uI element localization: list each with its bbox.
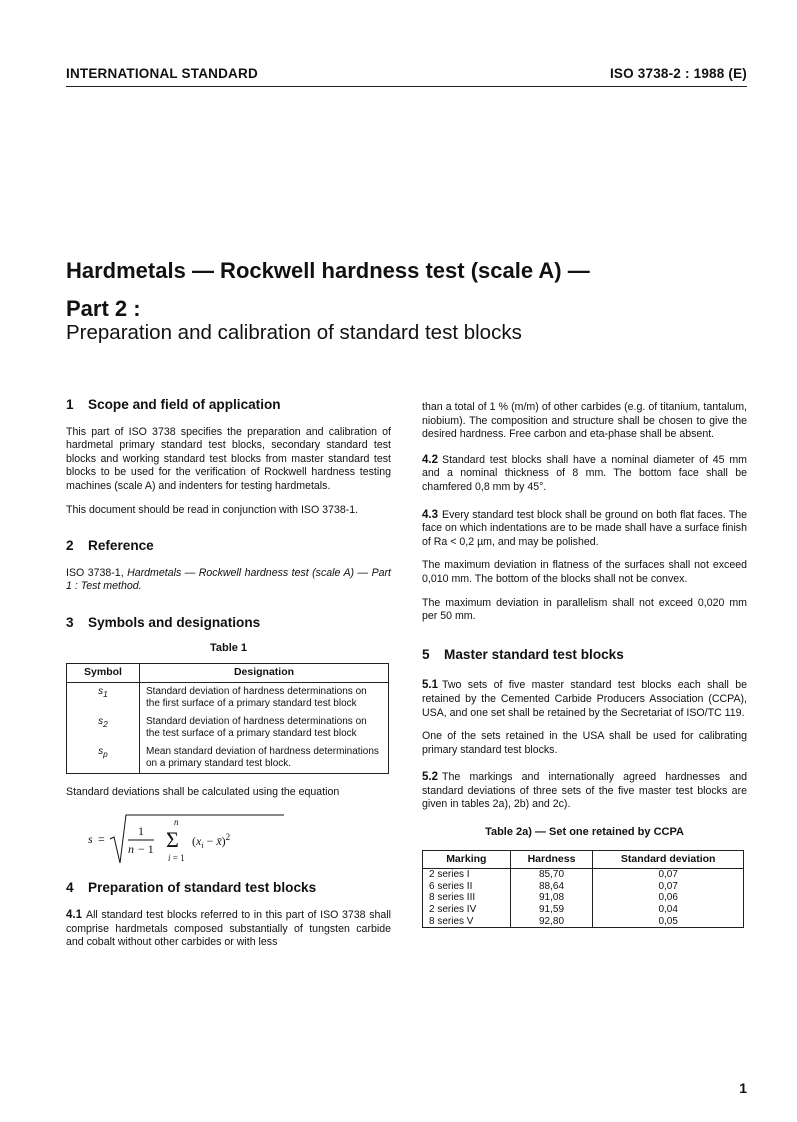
- svg-text:s: s: [88, 832, 93, 847]
- symbol-cell: $s_1$: [67, 682, 140, 713]
- hardness-cell: 91,59: [510, 904, 593, 916]
- svg-text:(xi − x̄)2: ($x_i$ − x̄)$^2$: [192, 832, 231, 851]
- left-column: [66, 398, 391, 960]
- equation-intro: Standard deviations shall be calculated using the equation: [66, 785, 340, 798]
- designation-cell: Standard deviation of hardness determinations on the first surface of a primary standard test block: [140, 682, 389, 713]
- document-title: Hardmetals — Rockwell hardness test (scale A) —: [66, 258, 590, 283]
- marking-cell: 2 series I: [423, 869, 511, 881]
- table-row: [423, 892, 744, 904]
- svg-text:Σ: Σ: [166, 827, 179, 853]
- section-4-heading: 4 Preparation of standard test blocks: [66, 880, 317, 896]
- clause-5-2: 5.2 The markings and internationally agreed hardnesses and standard deviations of three sets of the five master test blocks are given in tables 2a), 2b) and 2c).: [422, 771, 747, 811]
- svg-text:n: n: [128, 842, 134, 857]
- table-2a-caption: Table 2a) — Set one retained by CCPA: [485, 826, 684, 839]
- table-1-caption: Table 1: [209, 641, 248, 654]
- reference-paragraph: ISO 3738-1, Hardmetals — Rockwell hardness test (scale A) — Part 1 : Test method.: [66, 566, 391, 593]
- svg-text:n: n: [174, 817, 179, 828]
- table-row: [67, 682, 389, 713]
- symbols-table: [66, 663, 389, 774]
- table-row: [67, 713, 389, 743]
- table-header: Symbol: [67, 664, 140, 683]
- clause-4-1: 4.1 All standard test blocks referred to in this part of ISO 3738 shall comprise hardmetals composed substantially of tungsten carbide and cobalt without other carbides or with less: [66, 908, 391, 949]
- scope-paragraph: This part of ISO 3738 specifies the preparation and calibration of hardmetal primary standard test blocks, secondary standard test blocks and working standard test blocks from master standard test blocks to be used for the verification of Rockwell hardness testing machines (scale A) and indenters for testing hardmetals.: [66, 425, 391, 492]
- hardness-cell: 85,70: [510, 869, 593, 881]
- table-row: [423, 869, 744, 881]
- clause-4-1-continued: than a total of 1 % (m/m) of other carbides (e.g. of titanium, tantalum, niobium). The composition and structure shall be chosen to give the desired hardness. Free carbon and eta-phase shall be absent.: [422, 401, 747, 441]
- running-header-left: INTERNATIONAL STANDARD: [66, 66, 258, 81]
- marking-cell: 6 series II: [423, 881, 511, 893]
- scope-note: This document should be read in conjunction with ISO 3738-1.: [66, 503, 359, 516]
- table-row: [423, 881, 744, 893]
- section-5-heading: 5 Master standard test blocks: [422, 646, 624, 662]
- sd-cell: 0,05: [593, 916, 744, 928]
- document-subtitle: Preparation and calibration of standard test blocks: [66, 321, 522, 344]
- designation-cell: Standard deviation of hardness determinations on the test surface of a primary standard test block: [140, 713, 389, 743]
- designation-cell: Mean standard deviation of hardness determinations on a primary standard test block.: [140, 743, 389, 774]
- right-column: [422, 401, 747, 928]
- table-header: Hardness: [510, 850, 593, 869]
- sd-cell: 0,04: [593, 904, 744, 916]
- marking-cell: 8 series III: [423, 892, 511, 904]
- clause-4-3: 4.3 Every standard test block shall be ground on both flat faces. The face on which indentations are to be made shall have a surface finish of Ra < 0,2 µm, and may be polished.: [422, 508, 747, 548]
- sd-cell: 0,06: [593, 892, 744, 904]
- svg-text:i = 1: i = 1: [168, 853, 185, 864]
- clause-4-3-parallelism: The maximum deviation in parallelism shall not exceed 0,020 mm per 50 mm.: [422, 596, 747, 623]
- table-row: [423, 904, 744, 916]
- clause-5-1-usage: One of the sets retained in the USA shall be used for calibrating primary standard test blocks.: [422, 730, 747, 756]
- document-part: Part 2 :: [66, 296, 141, 321]
- hardness-cell: 88,64: [510, 881, 593, 893]
- sd-cell: 0,07: [593, 881, 744, 893]
- clause-4-2: 4.2 Standard test blocks shall have a nominal diameter of 45 mm and a nominal thickness of 8 mm. The bottom face shall be chamfered 0,8 mm by 45°.: [422, 453, 747, 493]
- section-1-heading: 1 Scope and field of application: [66, 397, 281, 412]
- table-row: [67, 743, 389, 774]
- running-header-right: ISO 3738-2 : 1988 (E): [609, 66, 747, 81]
- marking-cell: 8 series V: [423, 916, 511, 928]
- svg-text:1: 1: [138, 824, 144, 839]
- symbol-cell: $s_p$: [67, 743, 140, 774]
- symbol-cell: $s_2$: [67, 713, 140, 743]
- page-number: 1: [739, 1080, 747, 1096]
- table-row: [423, 916, 744, 928]
- marking-cell: 2 series IV: [423, 904, 511, 916]
- table-header: Designation: [140, 664, 389, 683]
- section-2-heading: 2 Reference: [66, 538, 154, 554]
- table-header: Standard deviation: [593, 850, 744, 869]
- master-blocks-table: [422, 850, 744, 929]
- clause-5-1: 5.1 Two sets of five master standard test blocks each shall be retained by the Cemented Carbide Producers Association (CCPA), USA, and one set shall be retained by the Secretariat of ISO/TC 119.: [422, 679, 747, 719]
- table-header: Marking: [423, 850, 511, 869]
- svg-text:=: =: [98, 832, 105, 847]
- section-3-heading: 3 Symbols and designations: [66, 614, 261, 630]
- sd-cell: 0,07: [593, 869, 744, 881]
- svg-text:− 1: − 1: [138, 842, 154, 857]
- hardness-cell: 92,80: [510, 916, 593, 928]
- header-rule: [66, 86, 747, 87]
- clause-4-3-flatness: The maximum deviation in flatness of the surfaces shall not exceed 0,010 mm. The bottom of the blocks shall not be convex.: [422, 559, 747, 585]
- hardness-cell: 91,08: [510, 892, 593, 904]
- standard-deviation-equation: [88, 809, 288, 871]
